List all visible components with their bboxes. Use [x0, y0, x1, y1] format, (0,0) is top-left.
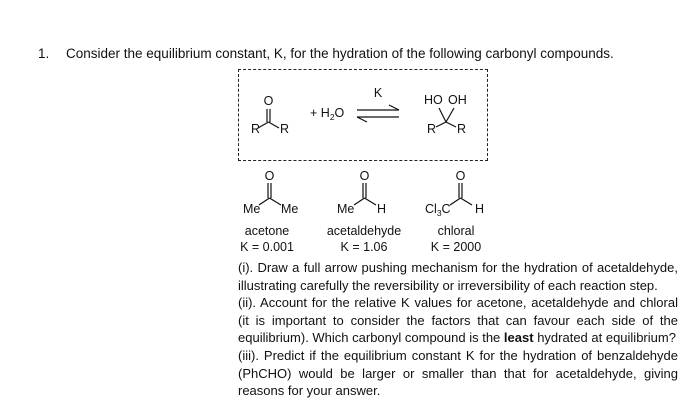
c-me-bond — [270, 198, 282, 205]
c-oh-bond — [439, 108, 446, 122]
c-me-bond — [354, 198, 365, 205]
trichloromethyl-label: $Cl_3C$ — [425, 202, 451, 218]
c-r-bond — [436, 122, 446, 127]
k-value-acetaldehyde: K = 1.06 — [340, 240, 388, 254]
reverse-arrow-head — [357, 117, 367, 122]
c-oh-bond — [446, 108, 454, 122]
oxygen-label: O — [455, 169, 466, 183]
c-me-bond — [259, 198, 270, 205]
c-h-bond — [365, 198, 377, 205]
part-i: (i). Draw a full arrow pushing mechanism for the hydration of acetaldehyde, illustrating carefully the reversibility or irreversibility of each reaction step. — [238, 260, 678, 293]
hydrogen-label: H — [475, 202, 485, 216]
k-value-chloral: K = 2000 — [430, 240, 482, 254]
c-ccl3-bond — [450, 198, 461, 205]
question-parts — [238, 259, 678, 400]
question-text: Consider the equilibrium constant, K, for the hydration of the following carbonyl compounds. — [66, 46, 614, 61]
compound-name-chloral: chloral — [437, 224, 475, 238]
r-label: R — [251, 122, 261, 136]
c-h-bond — [461, 198, 473, 205]
c-r-bond — [269, 122, 280, 128]
hydrogen-label: H — [377, 202, 387, 216]
oxygen-label: O — [359, 169, 370, 183]
emphasis-least: least — [503, 330, 534, 346]
k-value-acetone: K = 0.001 — [240, 240, 294, 254]
r-label: R — [280, 122, 290, 136]
oh-label: OH — [448, 93, 467, 107]
question-number: 1. — [38, 46, 50, 61]
forward-arrow-head — [389, 105, 399, 110]
methyl-label: Me — [281, 202, 299, 216]
part-iii: (iii). Predict if the equilibrium constant K for the hydration of benzaldehyde (PhCHO) would be larger or smaller than that for acetaldehyde, giving reasons for your answer. — [238, 347, 678, 399]
r-label: R — [457, 122, 467, 136]
methyl-label: Me — [243, 202, 261, 216]
ho-label: HO — [424, 93, 443, 107]
oxygen-label: O — [263, 94, 274, 108]
c-r-bond — [446, 122, 456, 127]
methyl-label: Me — [337, 202, 355, 216]
compound-name-acetaldehyde: acetaldehyde — [326, 224, 402, 238]
k-label: K — [373, 86, 383, 100]
r-label: R — [427, 122, 437, 136]
oxygen-label: O — [264, 169, 275, 183]
part-ii: (ii). Account for the relative K values for acetone, acetaldehyde and chloral (it is important to consider the factors that can favour each side of the equilibrium). Which carbonyl compound is the least hydrated at equilibrium? — [238, 295, 678, 346]
water-label: + $H_2O$ — [310, 106, 345, 122]
compound-name-acetone: acetone — [244, 224, 290, 238]
